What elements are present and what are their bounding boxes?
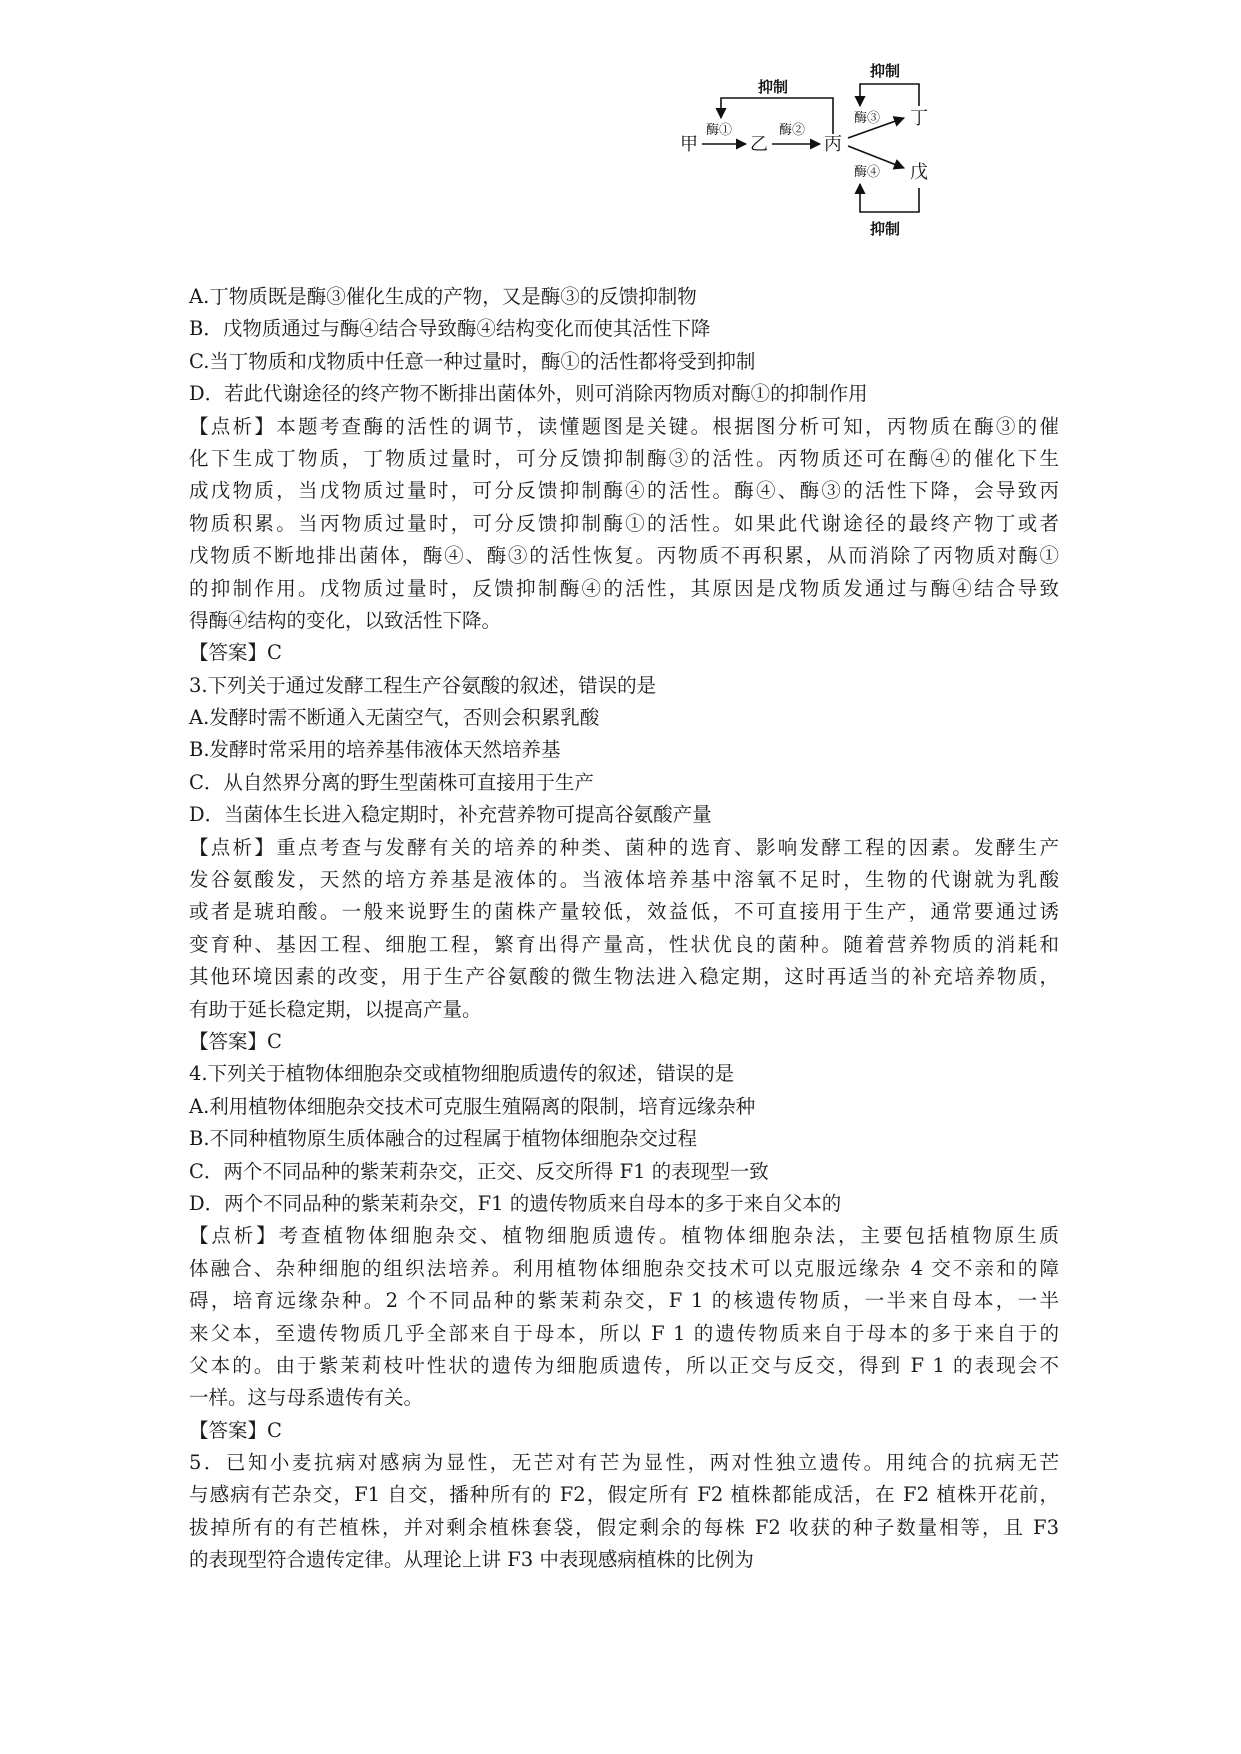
q5-question-line: 拔掉所有的有芒植株，并对剩余植株套袋，假定剩余的每株 F2 收获的种子数量相等，且 F3 xyxy=(189,1515,1059,1539)
q2-analysis-line: 化下生成丁物质，丁物质过量时，可分反馈抑制酶③的活性。丙物质还可在酶④的催化下生 xyxy=(189,446,1059,470)
label-inhibit-top-left: 抑制 xyxy=(758,78,789,96)
label-inhibit-top-right: 抑制 xyxy=(870,62,901,80)
q4-option-a: A.利用植物体细胞杂交技术可克服生殖隔离的限制，培育远缘杂种 xyxy=(189,1094,756,1118)
q4-analysis-line: 【点析】考查植物体细胞杂交、植物细胞质遗传。植物体细胞杂法，主要包括植物原生质 xyxy=(189,1224,1059,1248)
node-bing: 丙 xyxy=(824,134,842,155)
q3-analysis-line: 发谷氨酸发，天然的培方养基是液体的。当液体培养基中溶氧不足时，生物的代谢就为乳酸 xyxy=(189,868,1059,892)
q2-analysis-line: 【点析】本题考查酶的活性的调节，读懂题图是关键。根据图分析可知，丙物质在酶③的催 xyxy=(189,414,1059,438)
q3-analysis-line: 【点析】重点考查与发酵有关的培养的种类、菌种的选育、影响发酵工程的因素。发酵生产 xyxy=(189,835,1059,859)
q3-analysis-line: 或者是琥珀酸。一般来说野生的菌株产量较低，效益低，不可直接用于生产，通常要通过诱 xyxy=(189,900,1059,924)
q4-question: 4.下列关于植物体细胞杂交或植物细胞质遗传的叙述，错误的是 xyxy=(189,1062,735,1086)
q4-option-b: B.不同种植物原生质体融合的过程属于植物体细胞杂交过程 xyxy=(189,1127,698,1151)
q2-analysis-line: 的抑制作用。戊物质过量时，反馈抑制酶④的活性，其原因是戊物质发通过与酶④结合导致 xyxy=(189,576,1059,600)
q4-analysis-line: 碍，培育远缘杂种。2 个不同品种的紫茉莉杂交，F 1 的核遗传物质，一半来自母本，一半 xyxy=(189,1289,1059,1313)
q5-question-line: 与感病有芒杂交，F1 自交，播种所有的 F2，假定所有 F2 植株都能成活，在 F2 植株开花前， xyxy=(189,1483,1060,1507)
label-enzyme-3: 酶③ xyxy=(854,111,881,126)
q3-option-c: C．从自然界分离的野生型菌株可直接用于生产 xyxy=(189,770,594,794)
q3-analysis-line: 其他环境因素的改变，用于生产谷氨酸的微生物法进入稳定期，这时再适当的补充培养物质， xyxy=(189,965,1059,989)
q3-analysis-line: 有助于延长稳定期，以提高产量。 xyxy=(189,997,482,1021)
q5-question-line: 5．已知小麦抗病对感病为显性，无芒对有芒为显性，两对性独立遗传。用纯合的抗病无芒 xyxy=(189,1451,1059,1475)
enzyme-pathway-diagram xyxy=(676,58,996,263)
node-ding: 丁 xyxy=(910,108,928,129)
q2-option-a: A.丁物质既是酶③催化生成的产物，又是酶③的反馈抑制物 xyxy=(189,285,697,308)
q2-option-d: D．若此代谢途径的终产物不断排出菌体外，则可消除丙物质对酶①的抑制作用 xyxy=(189,382,868,406)
label-enzyme-1: 酶① xyxy=(706,123,733,138)
q2-analysis-line: 物质积累。当丙物质过量时，可分反馈抑制酶①的活性。如果此代谢途径的最终产物丁或者 xyxy=(189,511,1059,535)
q4-analysis-line: 父本的。由于紫茉莉枝叶性状的遗传为细胞质遗传，所以正交与反交，得到 F 1 的表现会不 xyxy=(189,1353,1059,1377)
node-jia: 甲 xyxy=(680,134,698,155)
node-wu: 戊 xyxy=(910,162,928,183)
q2-analysis-line: 戊物质不断地排出菌体，酶④、酶③的活性恢复。丙物质不再积累，从而消除了丙物质对酶① xyxy=(189,544,1059,568)
q4-analysis-line: 一样。这与母系遗传有关。 xyxy=(189,1386,424,1410)
q3-analysis-line: 变育种、基因工程、细胞工程，繁育出得产量高，性状优良的菌种。随着营养物质的消耗和 xyxy=(189,932,1059,956)
q2-option-c: C.当丁物质和戊物质中任意一种过量时，酶①的活性都将受到抑制 xyxy=(189,349,756,373)
q2-analysis-line: 得酶④结构的变化，以致活性下降。 xyxy=(189,608,502,632)
label-enzyme-4: 酶④ xyxy=(854,165,881,180)
feedback-bing-to-enzyme-1 xyxy=(721,98,833,134)
document-body xyxy=(189,281,1059,1577)
q2-option-b: B．戊物质通过与酶④结合导致酶④结构变化而使其活性下降 xyxy=(189,317,711,341)
q3-option-a: A.发酵时需不断通入无菌空气，否则会积累乳酸 xyxy=(189,706,600,730)
q5-question-line: 的表现型符合遗传定律。从理论上讲 F3 中表现感病植株的比例为 xyxy=(189,1548,754,1572)
q3-option-d: D．当菌体生长进入稳定期时，补充营养物可提高谷氨酸产量 xyxy=(189,803,712,827)
q3-option-b: B.发酵时常采用的培养基伟液体天然培养基 xyxy=(189,738,561,762)
q2-analysis-line: 成戊物质，当戊物质过量时，可分反馈抑制酶④的活性。酶④、酶③的活性下降，会导致丙 xyxy=(189,479,1059,503)
q4-analysis-line: 来父本，至遗传物质几乎全部来自于母本，所以 F 1 的遗传物质来自于母本的多于来自于的 xyxy=(189,1321,1059,1345)
q3-question: 3.下列关于通过发酵工程生产谷氨酸的叙述，错误的是 xyxy=(189,673,657,697)
feedback-wu-to-enzyme-4 xyxy=(860,184,919,212)
q4-answer: 【答案】C xyxy=(189,1418,282,1442)
label-inhibit-bottom-right: 抑制 xyxy=(870,220,901,238)
feedback-ding-to-enzyme-3 xyxy=(860,84,919,106)
q3-answer: 【答案】C xyxy=(189,1029,282,1053)
q4-option-d: D．两个不同品种的紫茉莉杂交，F1 的遗传物质来自母本的多于来自父本的 xyxy=(189,1191,842,1215)
node-yi: 乙 xyxy=(750,134,768,155)
q4-analysis-line: 体融合、杂种细胞的组织法培养。利用植物体细胞杂交技术可以克服远缘杂 4 交不亲和的障 xyxy=(189,1256,1059,1280)
label-enzyme-2: 酶② xyxy=(779,123,806,138)
q4-option-c: C．两个不同品种的紫茉莉杂交，正交、反交所得 F1 的表现型一致 xyxy=(189,1159,769,1183)
q2-answer: 【答案】C xyxy=(189,641,282,665)
